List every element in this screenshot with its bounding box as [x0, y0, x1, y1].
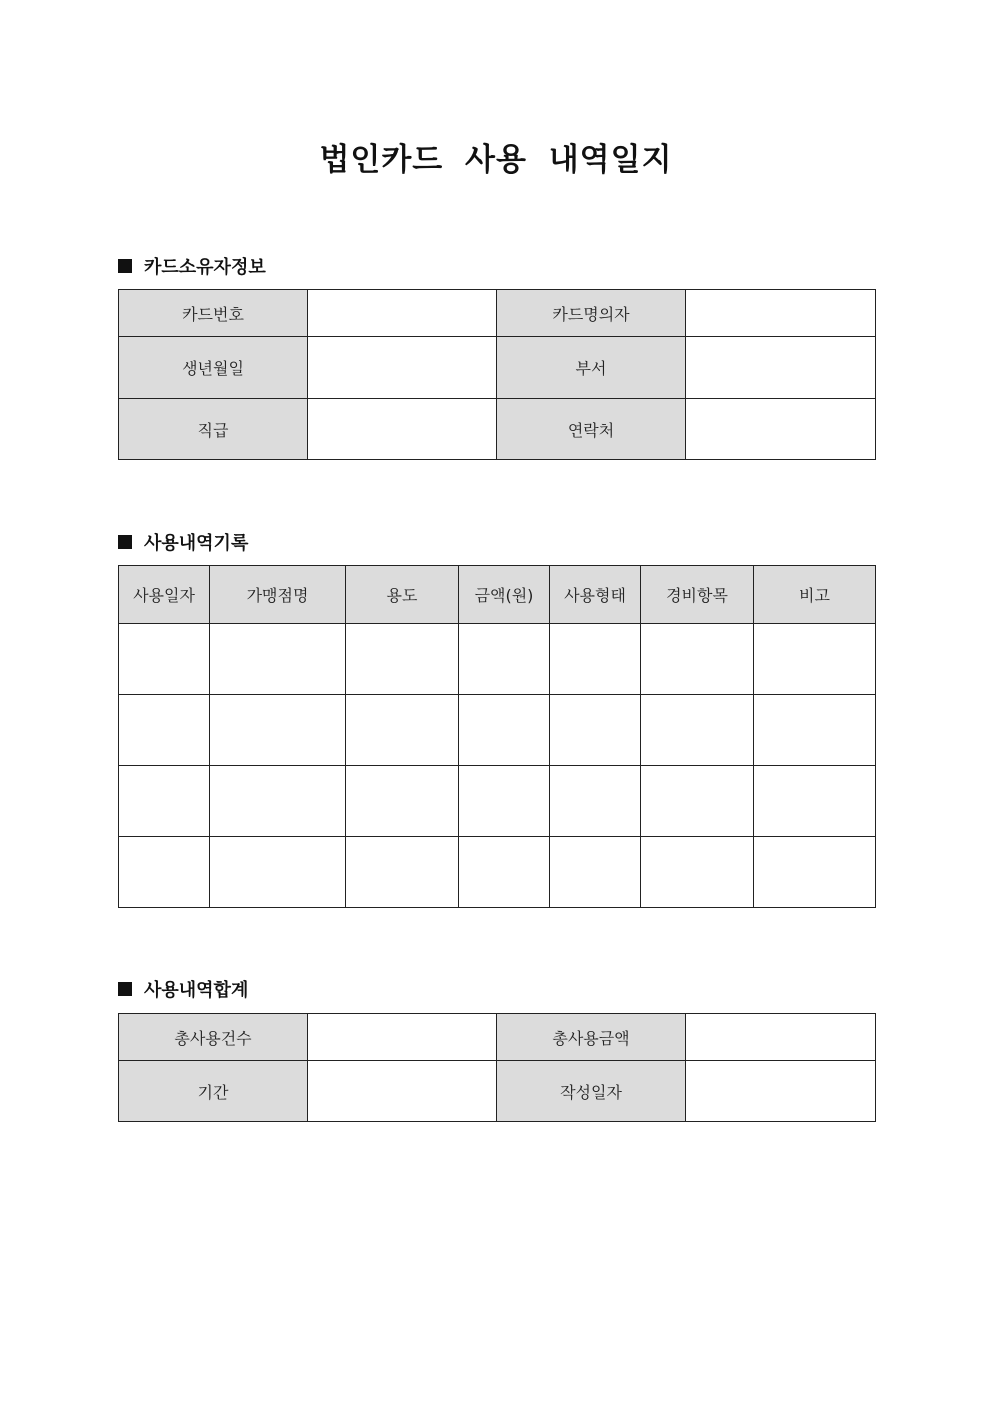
table-row — [119, 837, 876, 908]
table-cell[interactable] — [346, 766, 459, 837]
column-header-merchant: 가맹점명 — [210, 566, 346, 624]
card-holder-label: 카드명의자 — [497, 290, 686, 337]
period-field[interactable] — [308, 1061, 497, 1122]
table-cell[interactable] — [346, 695, 459, 766]
table-cell[interactable] — [210, 766, 346, 837]
table-cell[interactable] — [119, 695, 210, 766]
table-cell[interactable] — [210, 624, 346, 695]
page-title: 법인카드 사용 내역일지 — [319, 142, 673, 178]
square-bullet-icon — [118, 535, 132, 549]
table-cell[interactable] — [550, 624, 641, 695]
square-bullet-icon — [118, 982, 132, 996]
table-row — [119, 624, 876, 695]
total-amount-label: 총사용금액 — [497, 1014, 686, 1061]
column-header-usage-type: 사용형태 — [550, 566, 641, 624]
table-cell[interactable] — [754, 695, 876, 766]
total-amount-field[interactable] — [686, 1014, 876, 1061]
owner-section-heading — [118, 253, 266, 279]
table-cell[interactable] — [346, 837, 459, 908]
table-cell[interactable] — [550, 695, 641, 766]
table-cell[interactable] — [641, 766, 754, 837]
card-number-field[interactable] — [308, 290, 497, 337]
usage-section-heading-text: 사용내역기록 — [144, 533, 249, 554]
total-count-field[interactable] — [308, 1014, 497, 1061]
card-number-label: 카드번호 — [119, 290, 308, 337]
contact-label: 연락처 — [497, 399, 686, 460]
column-header-amount: 금액(원) — [459, 566, 550, 624]
card-holder-field[interactable] — [686, 290, 876, 337]
owner-section-heading-text: 카드소유자정보 — [144, 257, 266, 278]
usage-summary-table — [118, 1013, 876, 1122]
table-cell[interactable] — [641, 624, 754, 695]
table-row — [119, 695, 876, 766]
usage-section-heading — [118, 529, 248, 555]
owner-info-table — [118, 289, 876, 460]
column-header-remarks: 비고 — [754, 566, 876, 624]
written-date-label: 작성일자 — [497, 1061, 686, 1122]
table-cell[interactable] — [459, 624, 550, 695]
birth-date-label: 생년월일 — [119, 337, 308, 399]
summary-section-heading — [118, 976, 248, 1002]
usage-record-table — [118, 565, 876, 908]
table-cell[interactable] — [754, 837, 876, 908]
table-cell[interactable] — [754, 624, 876, 695]
written-date-field[interactable] — [686, 1061, 876, 1122]
table-cell[interactable] — [641, 837, 754, 908]
position-field[interactable] — [308, 399, 497, 460]
table-cell[interactable] — [550, 837, 641, 908]
summary-section-heading-text: 사용내역합계 — [144, 980, 249, 1001]
contact-field[interactable] — [686, 399, 876, 460]
table-cell[interactable] — [641, 695, 754, 766]
total-count-label: 총사용건수 — [119, 1014, 308, 1061]
table-cell[interactable] — [119, 837, 210, 908]
column-header-expense-item: 경비항목 — [641, 566, 754, 624]
table-cell[interactable] — [459, 695, 550, 766]
table-cell[interactable] — [210, 837, 346, 908]
square-bullet-icon — [118, 259, 132, 273]
table-cell[interactable] — [459, 837, 550, 908]
column-header-date: 사용일자 — [119, 566, 210, 624]
position-label: 직급 — [119, 399, 308, 460]
table-cell[interactable] — [346, 624, 459, 695]
birth-date-field[interactable] — [308, 337, 497, 399]
period-label: 기간 — [119, 1061, 308, 1122]
table-row — [119, 766, 876, 837]
department-field[interactable] — [686, 337, 876, 399]
table-cell[interactable] — [119, 766, 210, 837]
table-cell[interactable] — [119, 624, 210, 695]
department-label: 부서 — [497, 337, 686, 399]
table-cell[interactable] — [754, 766, 876, 837]
table-cell[interactable] — [550, 766, 641, 837]
table-cell[interactable] — [459, 766, 550, 837]
table-cell[interactable] — [210, 695, 346, 766]
column-header-purpose: 용도 — [346, 566, 459, 624]
